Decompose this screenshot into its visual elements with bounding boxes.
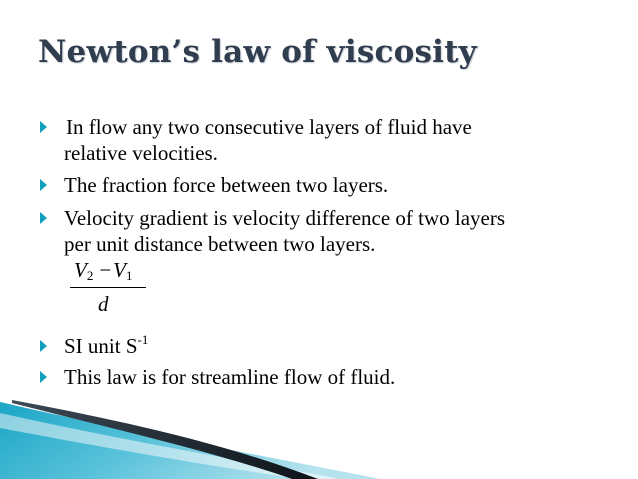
bullet-text-continued: relative velocities.: [64, 141, 218, 165]
formula-v1-subscript: 1: [126, 268, 133, 283]
bullet-text: In flow any two consecutive layers of fluid have: [66, 115, 472, 139]
bullet-text: The fraction force between two layers.: [64, 173, 389, 197]
si-unit-exponent: -1: [137, 332, 149, 347]
formula-v1: V: [113, 258, 126, 282]
formula-v2-subscript: 2: [86, 268, 94, 283]
bullet-text: Velocity gradient is velocity difference of two layers: [64, 206, 506, 230]
bullet-text-continued: per unit distance between two layers.: [64, 232, 376, 256]
si-unit-text: SI unit S: [64, 334, 138, 358]
formula-v2: V: [74, 258, 87, 282]
formula-denominator: d: [98, 292, 109, 316]
bullet-text: This law is for streamline flow of fluid.: [64, 365, 396, 389]
formula-minus: −: [99, 258, 112, 282]
slide-title: Newton’s law of viscosity: [38, 34, 477, 70]
